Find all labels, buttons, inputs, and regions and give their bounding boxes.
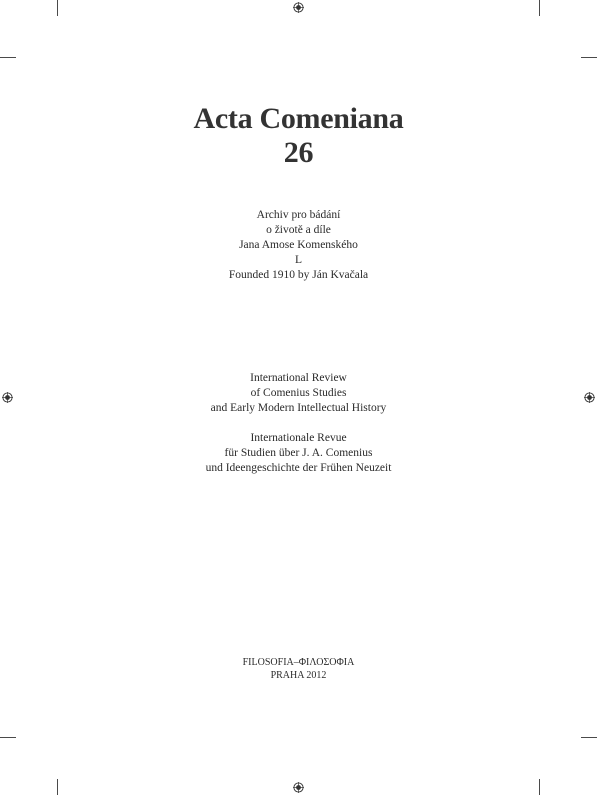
subtitle-volume-numeral: L	[294, 254, 303, 266]
registration-mark-top-icon	[293, 2, 304, 13]
place-and-year: PRAHA 2012	[270, 670, 327, 681]
crop-mark-bottom-left	[57, 779, 58, 795]
imprint	[0, 656, 597, 682]
crop-mark-right-top	[581, 57, 597, 58]
journal-title	[0, 102, 597, 170]
english-line: of Comenius Studies	[250, 387, 347, 399]
german-line: Internationale Revue	[250, 432, 347, 444]
subtitle-line: o životě a díle	[266, 224, 331, 236]
german-line: und Ideengeschichte der Frühen Neuzeit	[205, 462, 392, 474]
crop-mark-bottom-right	[539, 779, 540, 795]
journal-volume-number: 26	[283, 136, 314, 169]
english-description	[0, 371, 597, 416]
founded-line: Founded 1910 by Ján Kvačala	[228, 269, 369, 281]
registration-mark-bottom-icon	[293, 782, 304, 793]
crop-mark-right-bottom	[581, 737, 597, 738]
subtitle-block	[0, 208, 597, 283]
subtitle-line: Jana Amose Komenského	[239, 239, 358, 251]
publisher-name: FILOSOFIA–ΦΙΛΟΣΟΦΙΑ	[242, 657, 355, 668]
journal-title-name: Acta Comeniana	[193, 102, 404, 135]
english-line: International Review	[250, 372, 347, 384]
subtitle-line: Archiv pro bádání	[256, 209, 341, 221]
crop-mark-top-left	[57, 0, 58, 16]
german-description	[0, 431, 597, 476]
crop-mark-top-right	[539, 0, 540, 16]
crop-mark-left-bottom	[0, 737, 16, 738]
english-line: and Early Modern Intellectual History	[210, 402, 387, 414]
crop-mark-left-top	[0, 57, 16, 58]
german-line: für Studien über J. A. Comenius	[224, 447, 373, 459]
